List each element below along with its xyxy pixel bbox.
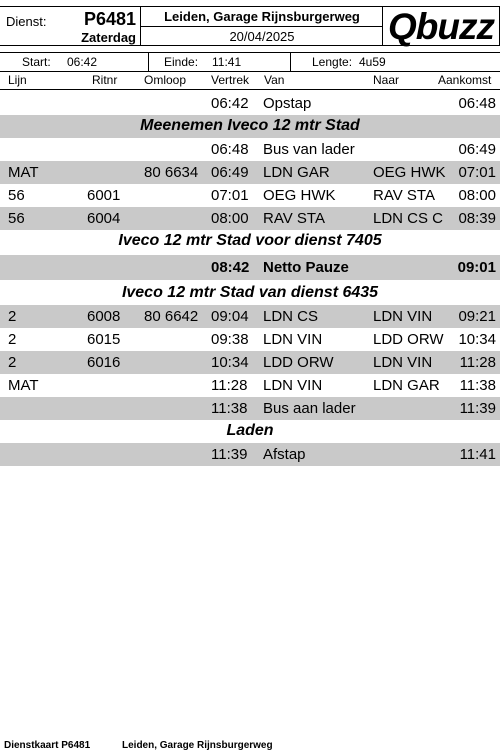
cell-aankomst: 11:28	[459, 354, 496, 371]
cell-vertrek: 10:34	[211, 354, 249, 371]
cell-van: LDN GAR	[263, 164, 330, 181]
table-row	[0, 255, 500, 280]
table-row	[0, 184, 500, 207]
cell-aankomst: 10:34	[458, 331, 496, 348]
cell-lijn: MAT	[8, 164, 39, 181]
footer-dienstkaart: Dienstkaart P6481	[4, 740, 91, 751]
cell-van: Opstap	[263, 95, 312, 112]
table-row	[0, 397, 500, 420]
cell-van: Bus van lader	[263, 141, 355, 158]
table-row	[0, 443, 500, 466]
col-aankomst: Aankomst	[438, 73, 492, 87]
dienst-day: Zaterdag	[81, 30, 136, 45]
cell-vertrek: 06:42	[211, 95, 249, 112]
col-ritnr: Ritnr	[92, 73, 118, 87]
table-row	[0, 207, 500, 230]
end-label: Einde:	[164, 55, 199, 69]
cell-van: LDN CS	[263, 308, 319, 325]
col-lijn: Lijn	[8, 73, 27, 87]
garage-cell	[141, 7, 383, 45]
col-van: Van	[264, 73, 285, 87]
dienst-label: Dienst:	[6, 14, 47, 29]
start-label: Start:	[22, 55, 51, 69]
section-title: Iveco 12 mtr Stad voor dienst 7405	[118, 232, 382, 249]
cell-aankomst: 11:41	[459, 446, 496, 463]
cell-ritnr: 6008	[87, 308, 121, 325]
cell-van: OEG HWK	[263, 187, 336, 204]
cell-vertrek: 06:49	[211, 164, 249, 181]
cell-aankomst: 08:00	[458, 187, 496, 204]
table-row	[0, 351, 500, 374]
cell-vertrek: 11:28	[211, 377, 248, 394]
cell-van: LDN VIN	[263, 377, 323, 394]
cell-omloop: 80 6634	[144, 164, 199, 181]
col-naar: Naar	[373, 73, 400, 87]
cell-van: Afstap	[263, 446, 306, 463]
col-vertrek: Vertrek	[211, 73, 250, 87]
section-row	[0, 420, 500, 443]
cell-vertrek: 09:38	[211, 331, 249, 348]
cell-vertrek: 11:38	[211, 400, 248, 417]
cell-aankomst: 08:39	[458, 210, 496, 227]
start-value: 06:42	[67, 55, 98, 69]
cell-naar: OEG HWK	[373, 164, 446, 181]
cell-vertrek: 09:04	[211, 308, 249, 325]
col-omloop: Omloop	[144, 73, 187, 87]
cell-omloop: 80 6642	[144, 308, 199, 325]
section-title: Meenemen Iveco 12 mtr Stad	[140, 117, 360, 134]
table-row	[0, 138, 500, 161]
cell-naar: LDN VIN	[373, 354, 433, 371]
end-value: 11:41	[212, 55, 242, 69]
column-header	[0, 72, 500, 90]
section-title: Iveco 12 mtr Stad van dienst 6435	[121, 284, 379, 301]
logo-cell	[383, 7, 500, 45]
section-title: Laden	[226, 422, 274, 439]
cell-vertrek: 11:39	[211, 446, 248, 463]
cell-naar: RAV STA	[373, 187, 435, 204]
cell-aankomst: 09:01	[457, 259, 496, 276]
section-row	[0, 282, 500, 305]
cell-ritnr: 6001	[87, 187, 121, 204]
cell-naar: LDD ORW	[373, 331, 444, 348]
cell-ritnr: 6004	[87, 210, 121, 227]
cell-aankomst: 11:38	[459, 377, 496, 394]
table-row	[0, 305, 500, 328]
garage-name: Leiden, Garage Rijnsburgerweg	[141, 9, 383, 27]
cell-aankomst: 09:21	[458, 308, 496, 325]
cell-lijn: 2	[8, 308, 17, 325]
table-row	[0, 161, 500, 184]
times-bar	[0, 52, 500, 72]
cell-van: Bus aan lader	[263, 400, 356, 417]
length-label: Lengte:	[312, 55, 353, 69]
times-divider	[290, 53, 291, 71]
cell-lijn: 2	[8, 331, 17, 348]
table-row	[0, 374, 500, 397]
cell-ritnr: 6015	[87, 331, 121, 348]
cell-aankomst: 11:39	[459, 400, 496, 417]
cell-ritnr: 6016	[87, 354, 121, 371]
cell-lijn: MAT	[8, 377, 39, 394]
cell-aankomst: 07:01	[458, 164, 496, 181]
cell-vertrek: 08:42	[211, 259, 250, 276]
cell-lijn: 56	[8, 210, 25, 227]
card-header	[0, 6, 500, 46]
length-value: 4u59	[359, 55, 386, 69]
cell-lijn: 2	[8, 354, 17, 371]
cell-van: LDD ORW	[263, 354, 334, 371]
cell-naar: LDN VIN	[373, 308, 433, 325]
cell-vertrek: 08:00	[211, 210, 249, 227]
cell-aankomst: 06:48	[458, 95, 496, 112]
section-row	[0, 115, 500, 138]
table-row	[0, 328, 500, 351]
cell-van: Netto Pauze	[263, 259, 349, 276]
service-date: 20/04/2025	[229, 29, 295, 44]
cell-van: RAV STA	[263, 210, 325, 227]
cell-lijn: 56	[8, 187, 25, 204]
schedule-table	[0, 92, 500, 466]
table-row	[0, 92, 500, 115]
cell-naar: LDN GAR	[373, 377, 440, 394]
dienst-cell	[0, 7, 141, 45]
cell-aankomst: 06:49	[458, 141, 496, 158]
dienst-number: P6481	[83, 9, 136, 29]
qbuzz-logo: Qbuzz	[388, 6, 494, 47]
times-divider	[148, 53, 149, 71]
cell-vertrek: 07:01	[211, 187, 249, 204]
footer-garage: Leiden, Garage Rijnsburgerweg	[122, 740, 273, 751]
section-row	[0, 230, 500, 253]
cell-naar: LDN CS C	[373, 210, 444, 227]
cell-van: LDN VIN	[263, 331, 323, 348]
cell-vertrek: 06:48	[211, 141, 249, 158]
